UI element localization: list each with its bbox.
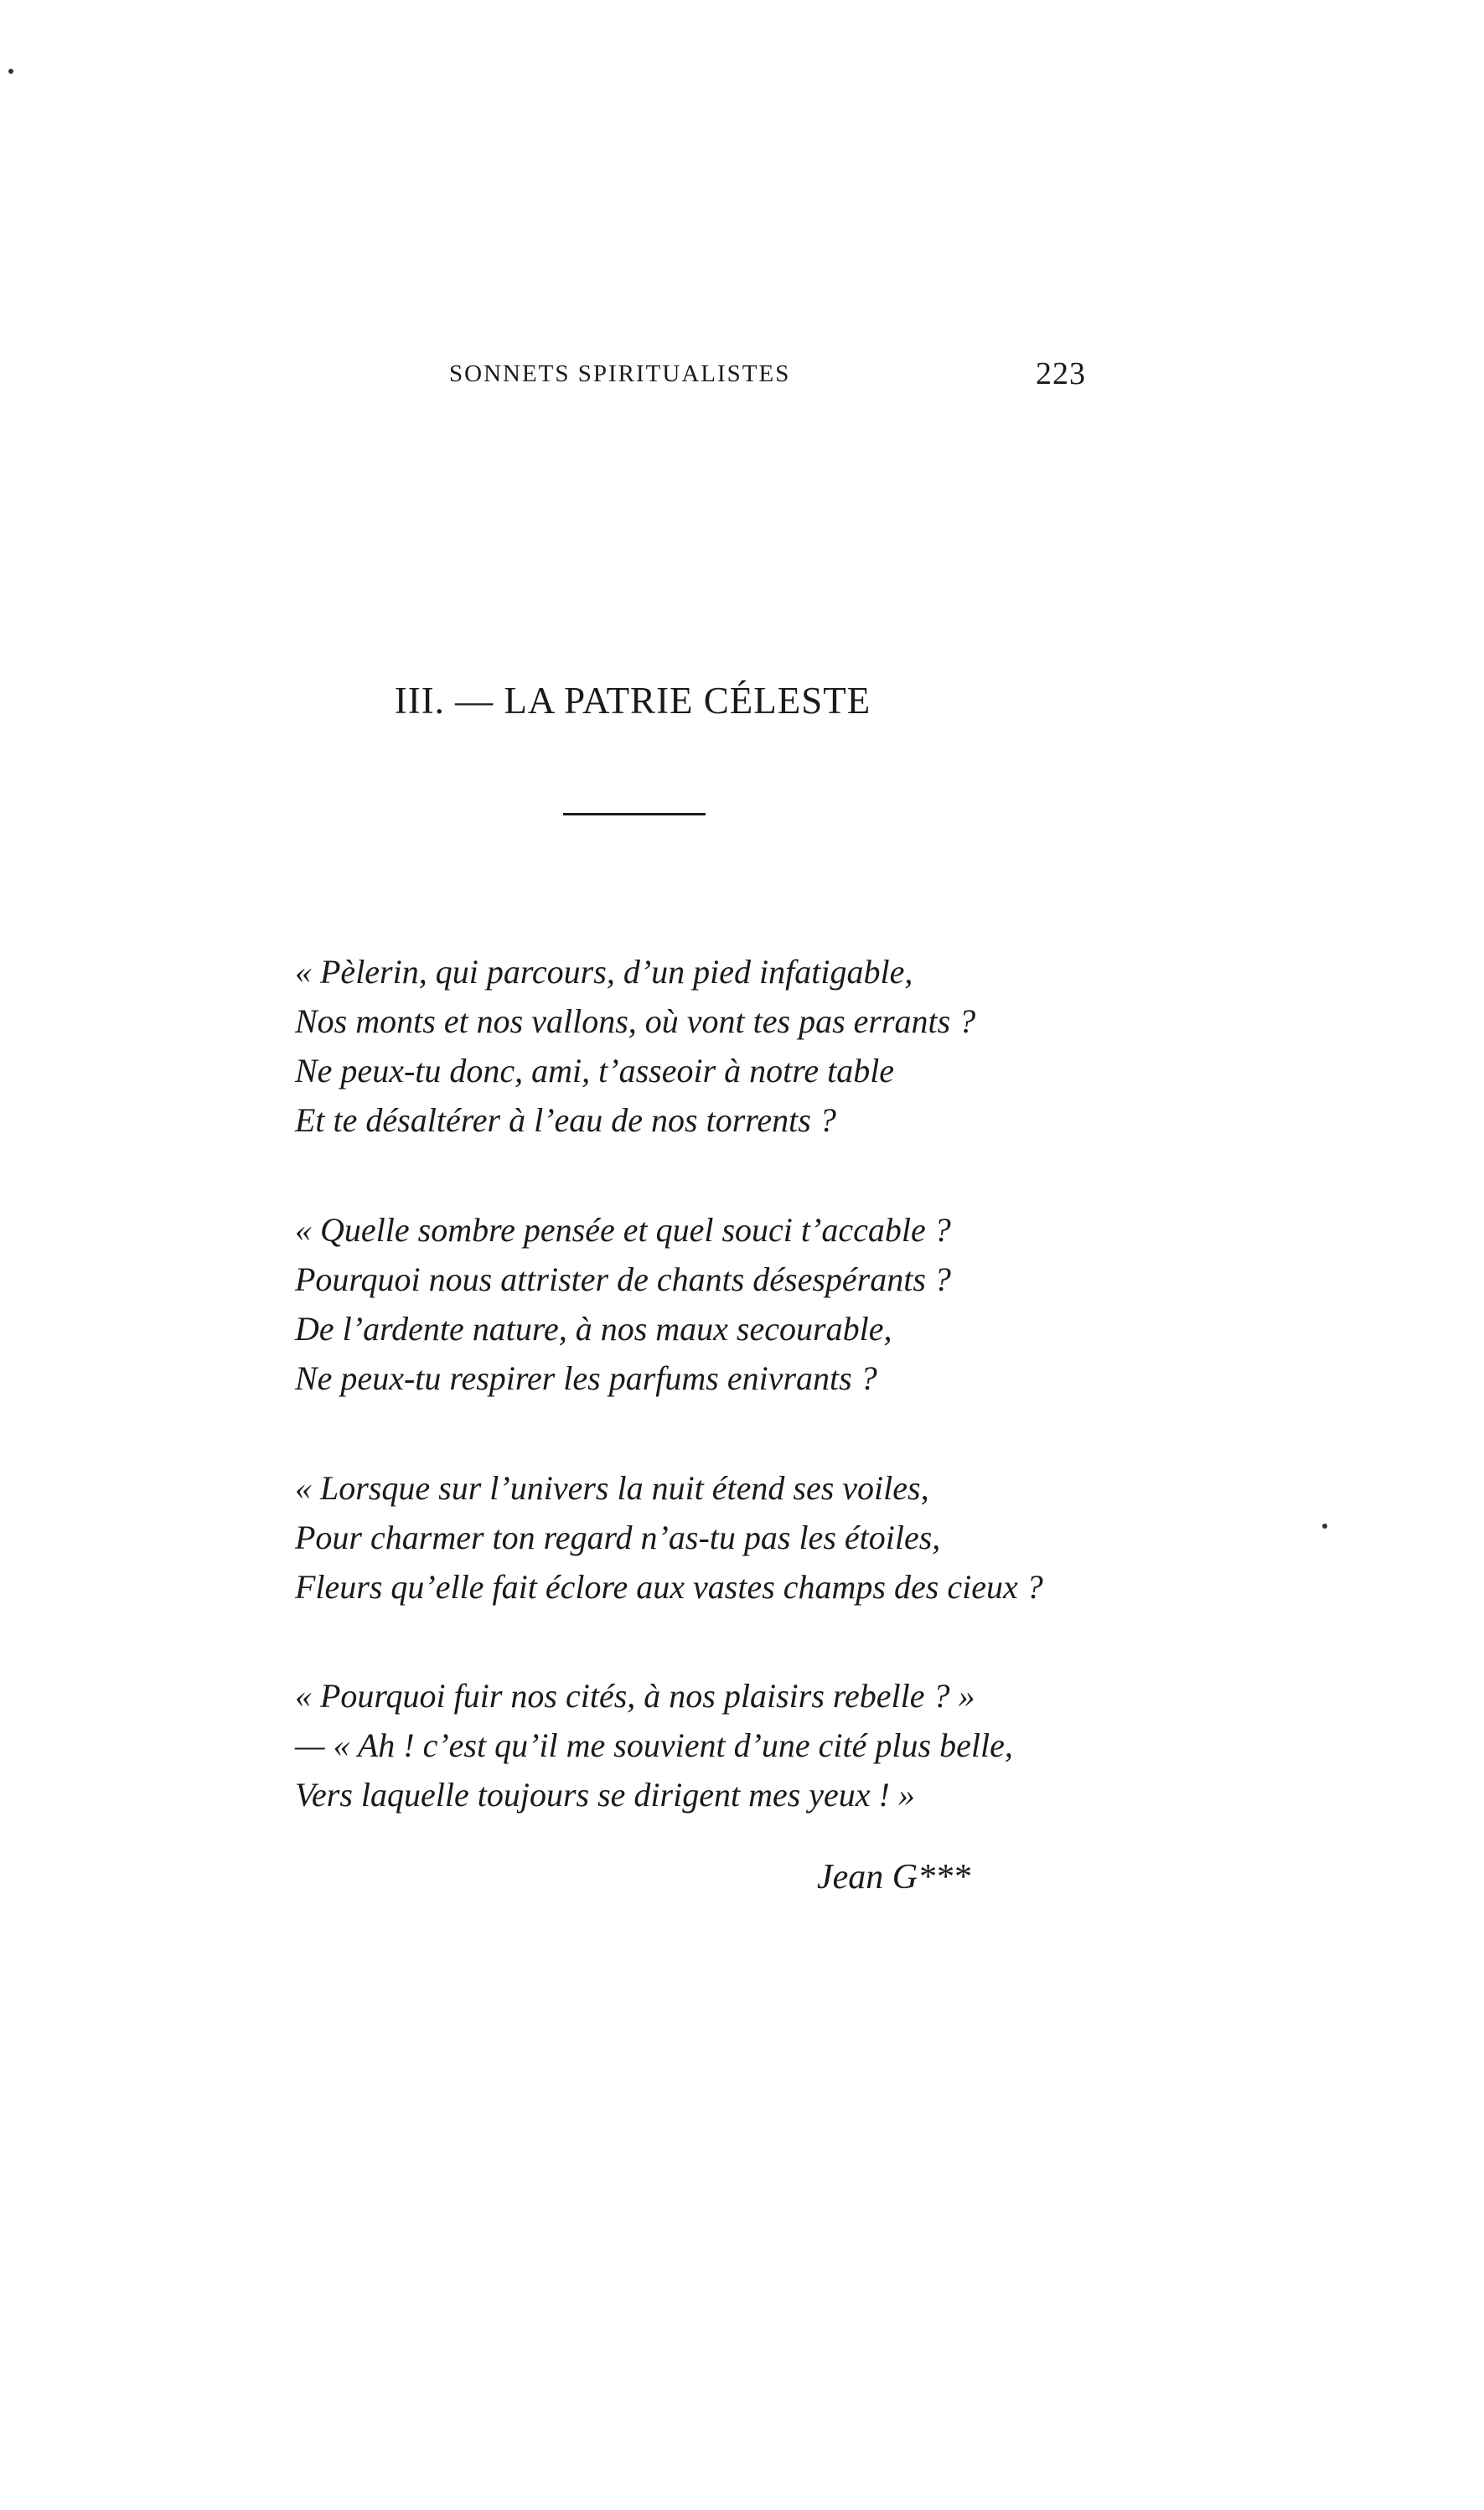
stanza-2 bbox=[295, 1205, 1133, 1403]
verse-line: « Pèlerin, qui parcours, d’un pied infatigable, bbox=[295, 953, 913, 991]
verse-line: — « Ah ! c’est qu’il me souvient d’une cité plus belle, bbox=[295, 1726, 1013, 1764]
poem-title: III. — LA PATRIE CÉLESTE bbox=[394, 680, 871, 722]
verse-line: Ne peux-tu respirer les parfums enivrants ? bbox=[295, 1359, 877, 1397]
verse-line: Vers laquelle toujours se dirigent mes yeux ! » bbox=[295, 1776, 915, 1814]
running-head bbox=[449, 356, 1086, 402]
verse-line: Fleurs qu’elle fait éclore aux vastes champs des cieux ? bbox=[295, 1568, 1043, 1606]
poem-body bbox=[295, 947, 1133, 1879]
verse-line: Pourquoi nous attrister de chants désespérants ? bbox=[295, 1260, 951, 1298]
print-speck bbox=[8, 69, 13, 74]
verse-line: De l’ardente nature, à nos maux secourable, bbox=[295, 1310, 892, 1348]
verse-line: « Pourquoi fuir nos cités, à nos plaisirs rebelle ? » bbox=[295, 1677, 975, 1715]
verse-line: « Quelle sombre pensée et quel souci t’accable ? bbox=[295, 1211, 951, 1249]
verse-line: « Lorsque sur l’univers la nuit étend ses voiles, bbox=[295, 1469, 929, 1507]
stanza-3 bbox=[295, 1463, 1133, 1612]
title-divider bbox=[563, 813, 706, 815]
stanza-1 bbox=[295, 947, 1133, 1145]
verse-line: Et te désaltérer à l’eau de nos torrents ? bbox=[295, 1101, 836, 1139]
page-number: 223 bbox=[1036, 356, 1086, 391]
verse-line: Nos monts et nos vallons, où vont tes pas errants ? bbox=[295, 1002, 976, 1040]
stanza-4 bbox=[295, 1671, 1133, 1819]
verse-line: Pour charmer ton regard n’as-tu pas les étoiles, bbox=[295, 1519, 941, 1556]
verse-line: Ne peux-tu donc, ami, t’asseoir à notre table bbox=[295, 1052, 895, 1089]
print-speck bbox=[1322, 1524, 1327, 1529]
author-signature: Jean G*** bbox=[817, 1858, 971, 1897]
running-title: SONNETS SPIRITUALISTES bbox=[449, 360, 791, 387]
